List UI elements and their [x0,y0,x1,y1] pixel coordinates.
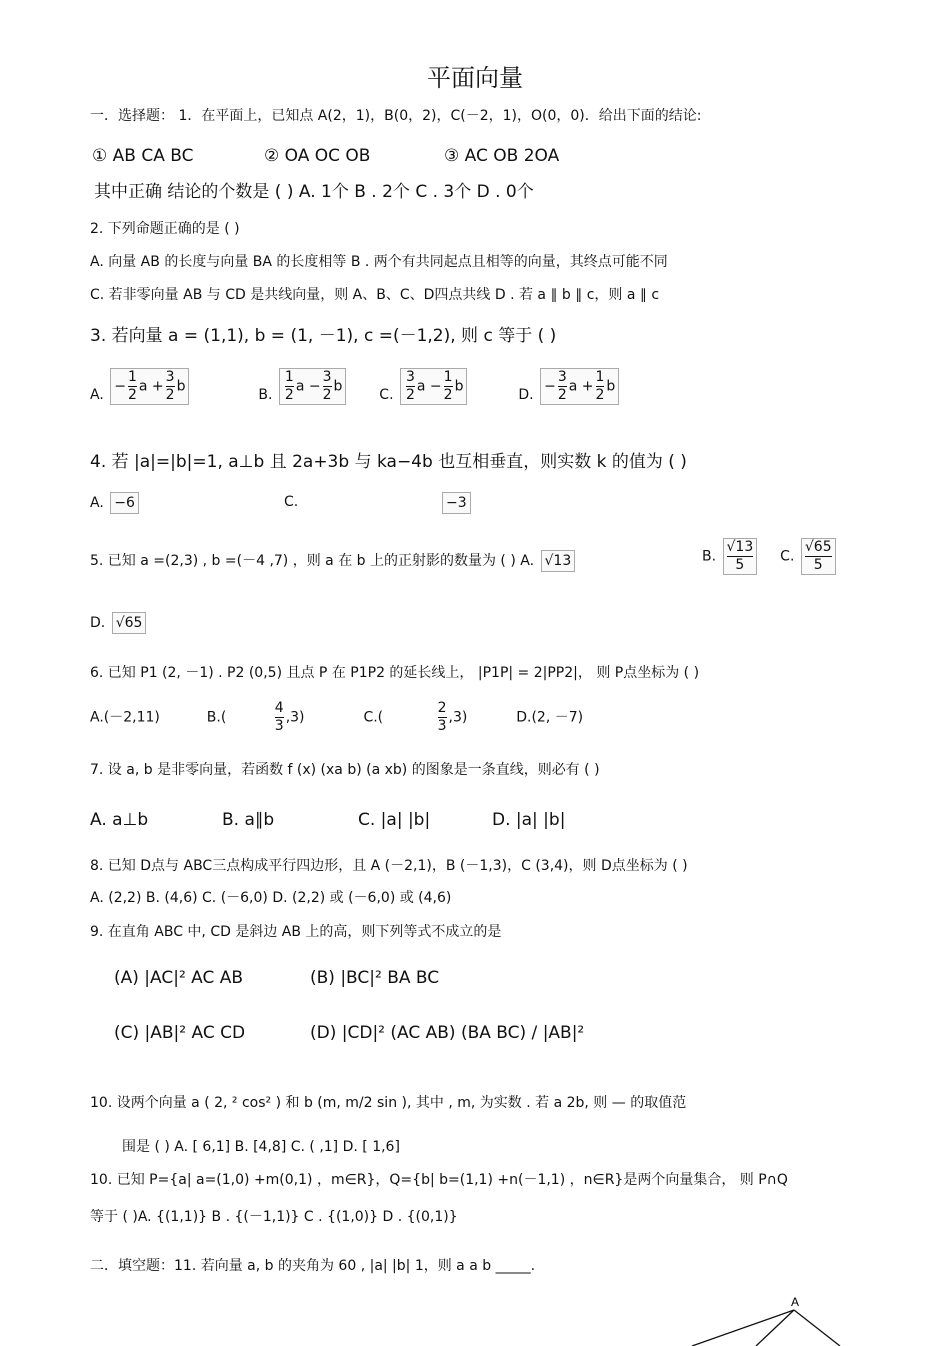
question-7-option-a: A. a⊥b [90,810,149,830]
question-2-option-cd: C. 若非零向量 AB 与 CD 是共线向量，则 A、B、C、D四点共线 D . 若 a ∥ b ∥ c，则 a ∥ c [90,287,660,303]
option-b-label: B. [702,548,717,565]
figure-side-right [794,1310,840,1346]
option-d-label: D. [518,387,534,403]
question-4-text: 4. 若 |a|=|b|=1, a⊥b 且 2a+3b 与 ka−4b 也互相垂直，则实数 k 的值为 ( ) [90,452,687,472]
option-b-expr: $\frac{1}{2}$ a − $\frac{3}{2}$ b [279,368,347,405]
option-a-value: √13 [541,550,576,572]
question-3-options [90,368,621,418]
option-c-label: C.( [363,709,384,726]
option-b-label: B.( [206,709,227,726]
option-b-denominator: 3 [274,718,284,734]
triangle-figure [680,1290,860,1346]
option-c-label: C. [780,548,795,565]
question-6-text: 6. 已知 P1 (2, －1) . P2 (0,5) 且点 P 在 P1P2 的延长线上， |P1P| = 2|PP2|， 则 P点坐标为 ( ) [90,665,700,681]
option-c-numerator: √65 [804,539,832,555]
option-a-label: A. [90,495,104,511]
option-c-numerator: 2 [437,700,447,716]
question-10a-options: 围是 ( ) A. [ 6,1] B. [4,8] C. ( ,1] D. [ 1,6] [122,1139,400,1155]
option-d-value: √65 [112,612,147,634]
option-c-expr: $\frac{3}{2}$ a − $\frac{1}{2}$ b [400,368,468,405]
question-10b-options: 等于 ( )A. {(1,1)} B . {(－1,1)} C . {(1,0)} D . {(0,1)} [90,1209,458,1225]
question-10b-text: 10. 已知 P={a| a=(1,0) +m(0,1) ，m∈R}，Q={b| b=(1,1) +n(－1,1) ，n∈R}是两个向量集合， 则 P∩Q [90,1172,788,1188]
question-5-stem: 5. 已知 a =(2,3) , b =(－4 ,7) ，则 a 在 b 上的正射影的数量为 ( ) A. [90,553,535,569]
question-1-choices: 其中正确 结论的个数是 ( ) A. 1个 B . 2个 C . 3个 D . 0个 [94,182,534,202]
question-9-option-c: (C) |AB|² AC CD [114,1023,246,1043]
option-d: D.(2, －7) [516,709,584,726]
option-c-value: −3 [442,492,471,514]
option-a-expr: − $\frac{1}{2}$ a + $\frac{3}{2}$ b [110,368,189,405]
page-title: 平面向量 [427,64,523,92]
question-5-option-bc [702,538,838,586]
question-10a-text: 10. 设两个向量 a ( 2, ² cos² ) 和 b (m, m/2 sin ), 其中 , m, 为实数 . 若 a 2b, 则 — 的取值范 [90,1095,687,1111]
option-c-denominator: 5 [813,557,823,573]
question-11-text: 二．填空题：11. 若向量 a, b 的夹角为 60 , |a| |b| 1，则 a a b _____. [90,1258,536,1274]
question-9-text: 9. 在直角 ABC 中, CD 是斜边 AB 上的高，则下列等式不成立的是 [90,924,502,940]
question-5-option-d [90,612,148,634]
option-b-frac [275,700,284,735]
question-7-option-d: D. |a| |b| [492,810,566,830]
question-7-text: 7. 设 a, b 是非零向量，若函数 f (x) (xa b) (a xb) 的图象是一条直线，则必有 ( ) [90,762,600,778]
option-a: A.(－2,11) [90,709,160,726]
option-b-label: B. [258,387,273,403]
option-c-denominator: 3 [437,718,447,734]
figure-label-a: A [791,1295,800,1309]
question-2-text: 2. 下列命题正确的是 ( ) [90,221,240,237]
question-1-option-3: ③ AC OB 2OA [444,146,560,166]
question-9-option-b: (B) |BC|² BA BC [310,968,440,988]
option-b-numerator: √13 [726,539,754,555]
question-4-option-c [440,492,473,514]
question-2-option-ab: A. 向量 AB 的长度与向量 BA 的长度相等 B . 两个有共同起点且相等的向量，其终点可能不同 [90,254,668,270]
figure-altitude [756,1310,794,1346]
option-c-frac [438,700,447,735]
option-b-tail: ,3) [285,709,305,726]
option-b-denominator: 5 [735,557,745,573]
question-5-text [90,550,577,572]
question-1-option-2: ② OA OC OB [264,146,371,166]
question-1-option-1: ① AB CA BC [92,146,194,166]
option-a-label: A. [90,387,104,403]
question-8-text: 8. 已知 D点与 ABC三点构成平行四边形，且 A (－2,1)，B (－1,3)，C (3,4)，则 D点坐标为 ( ) [90,858,688,874]
question-7-option-b: B. a∥b [222,810,275,830]
option-a-value: −6 [110,492,139,514]
option-d-label: D. [90,615,106,631]
question-1-text: 一．选择题： 1．在平面上，已知点 A(2，1)，B(0，2)，C(－2，1)，O(0，0)．给出下面的结论: [90,108,702,124]
option-d-expr: − $\frac{3}{2}$ a + $\frac{1}{2}$ b [540,368,619,405]
question-7-option-c: C. |a| |b| [358,810,431,830]
question-8-options: A. (2,2) B. (4,6) C. (－6,0) D. (2,2) 或 (－6,0) 或 (4,6) [90,890,452,906]
question-4-option-c-label: C. [284,494,299,510]
option-c-label: C. [379,387,394,403]
question-4-option-a [90,492,141,514]
figure-side-left [692,1310,794,1346]
question-9-option-d: (D) |CD|² (AC AB) (BA BC) / |AB|² [310,1023,585,1043]
question-3-text: 3. 若向量 a = (1,1), b = (1, －1), c =(－1,2), 则 c 等于 ( ) [90,326,557,346]
option-b-numerator: 4 [274,700,284,716]
option-c-tail: ,3) [448,709,468,726]
question-6-options [90,700,583,746]
option-c-value [801,538,836,575]
option-b-value [723,538,758,575]
question-9-option-a: (A) |AC|² AC AB [114,968,244,988]
